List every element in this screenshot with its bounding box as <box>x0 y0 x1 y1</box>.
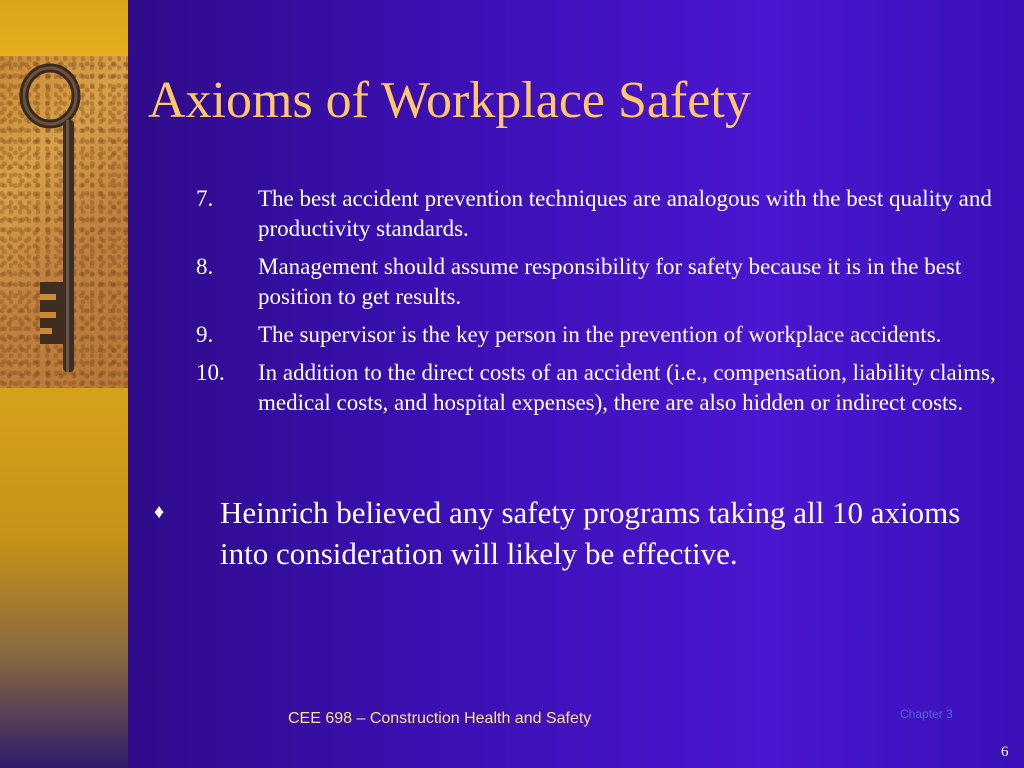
footer-course-title: CEE 698 – Construction Health and Safety <box>288 710 592 727</box>
list-item <box>196 358 996 418</box>
item-text: In addition to the direct costs of an accident (i.e., compensation, liability claims, medical costs, and hospital expenses), there are also hidden or indirect costs. <box>258 360 996 415</box>
item-number: 10. <box>196 360 225 385</box>
page-number: 6 <box>1001 744 1009 760</box>
item-number: 8. <box>196 254 214 279</box>
chapter-label: Chapter 3 <box>900 707 953 721</box>
item-text: The supervisor is the key person in the prevention of workplace accidents. <box>258 322 942 347</box>
item-text: Management should assume responsibility for safety because it is in the best position to get results. <box>258 254 962 309</box>
item-number: 7. <box>196 186 214 211</box>
list-item <box>196 184 996 244</box>
slide-title: Axioms of Workplace Safety <box>148 72 751 129</box>
axiom-list <box>196 184 996 426</box>
item-text: The best accident prevention techniques are analogous with the best quality and productivity standards. <box>258 186 992 241</box>
list-item <box>196 252 996 312</box>
antique-key-icon <box>0 56 128 388</box>
item-number: 9. <box>196 322 214 347</box>
summary-text: Heinrich believed any safety programs taking all 10 axioms into consideration will likely be effective. <box>220 495 961 571</box>
list-item <box>196 320 996 350</box>
diamond-bullet-icon: ♦ <box>154 501 165 523</box>
summary-bullet <box>150 492 980 574</box>
